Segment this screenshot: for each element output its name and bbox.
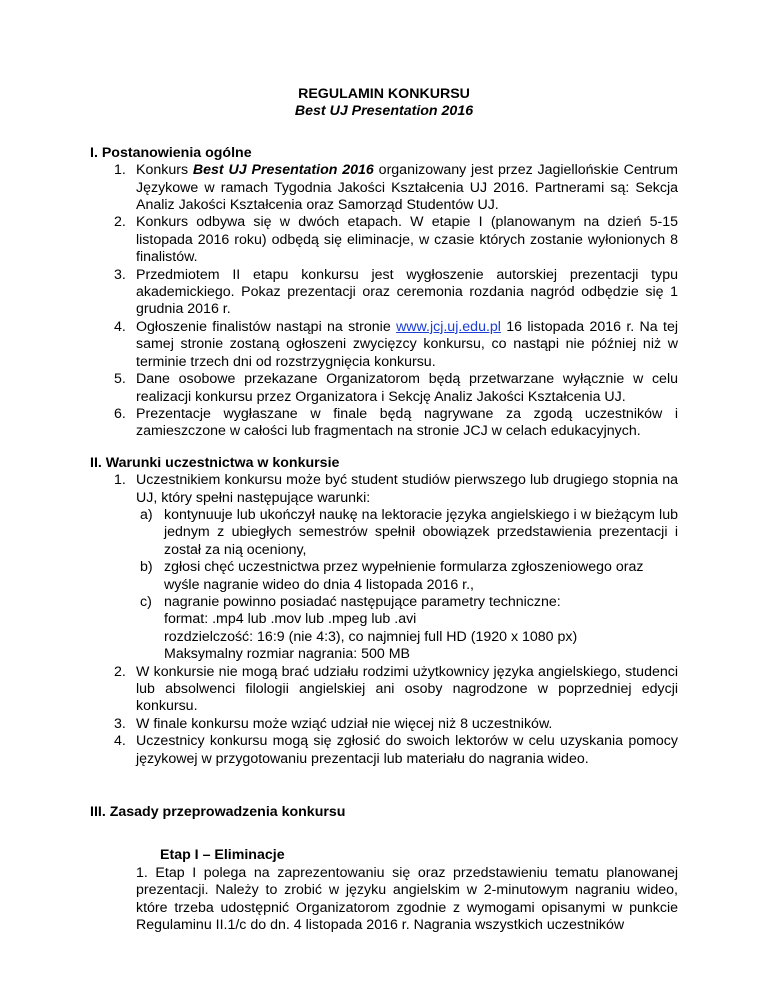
sub-item [140, 593, 678, 664]
list-item [114, 214, 678, 266]
item-text: Prezentacje wygłaszane w finale będą nagrywane za zgodą uczestników i zamieszczone w całości lub fragmentach na stronie JCJ w celach edukacyjnych. [136, 405, 678, 440]
item-text: Uczestnicy konkursu mogą się zgłosić do swoich lektorów w celu uzyskania pomocy językowej w przygotowaniu prezentacji lub materiału do nagrania wideo. [136, 733, 678, 767]
list-item [114, 162, 678, 214]
list-item [114, 715, 678, 733]
item-text: W konkursie nie mogą brać udziału rodzimi użytkownicy języka angielskiego, studenci lub absolwenci filologii angielskiej ani osoby nagrodzone w poprzedniej edycji konkursu. [136, 663, 678, 715]
section-heading-general: I. Postanowienia ogólne [90, 144, 252, 161]
section-heading-rules: III. Zasady przeprowadzenia konkursu [90, 804, 346, 821]
sub-item-letter: b) [140, 559, 153, 576]
list-item [114, 472, 678, 663]
list-item [114, 371, 678, 406]
resolution-line: rozdzielczość: 16:9 (nie 4:3), co najmniej full HD (1920 x 1080 px) [164, 628, 578, 645]
sub-item-letter: c) [140, 593, 152, 610]
stage-title: Etap I – Eliminacje [160, 847, 285, 864]
sub-item-letter: a) [140, 506, 153, 523]
item-number: 5. [114, 371, 126, 388]
participation-list [0, 472, 768, 768]
item-number: 4. [114, 733, 126, 750]
list-item [114, 405, 678, 441]
item-number: 2. [114, 214, 126, 231]
item-text: Dane osobowe przekazane Organizatorom będą przetwarzane wyłącznie w celu realizacji konkursu przez Organizatora i Sekcję Analiz Jakości Kształcenia UJ. [136, 371, 678, 405]
item-number: 4. [114, 318, 126, 335]
format-line: format: .mp4 lub .mov lub .mpeg lub .avi [164, 611, 417, 628]
item-text: W finale konkursu może wziąć udział nie więcej niż 8 uczestników. [136, 715, 553, 732]
item-text: Konkurs [136, 162, 193, 179]
website-link[interactable]: www.jcj.uj.edu.pl [396, 318, 501, 335]
sub-item-text: kontynuuje lub ukończył naukę na lektoracie języka angielskiego i w bieżącym lub jednym z ubiegłych semestrów spełnił obowiązek przedstawienia prezentacji i został za nią oceniony, [164, 506, 678, 558]
stage-text: 1. Etap I polega na zaprezentowaniu się oraz przedstawieniu tematu planowanej prezentacji. Należy to zrobić w języku angielskim w 2-minutowym nagraniu wideo, które trzeba udostępnić Organizatorom zgodnie z wymogami opisanymi w punkcie Regulaminu II.1/c do dn. 4 listopada 2016 r. Nagrania wszystkich uczestników [136, 864, 678, 934]
max-size-line: Maksymalny rozmiar nagrania: 500 MB [164, 646, 411, 663]
contest-name: Best UJ Presentation 2016 [192, 162, 374, 179]
item-text: 16 listopada 2016 r. Na tej samej stronie zostaną ogłoszeni zwycięzcy konkursu, co nastąpi nie później niż w terminie trzech dni od rozstrzygnięcia konkursu. [136, 318, 679, 370]
sub-item-text: zgłosi chęć uczestnictwa przez wypełnienie formularza zgłoszeniowego oraz [164, 559, 644, 576]
section-heading-participation: II. Warunki uczestnictwa w konkursie [90, 454, 340, 471]
item-text: Przedmiotem II etapu konkursu jest wygłoszenie autorskiej prezentacji typu akademickiego. Pokaz prezentacji oraz ceremonia rozdania nagród odbędzie się 1 grudnia 2016 r. [136, 266, 678, 318]
general-provisions-list [0, 162, 768, 441]
list-item [114, 318, 679, 371]
sub-item [140, 559, 678, 594]
item-number: 1. [114, 472, 126, 489]
list-item [114, 733, 678, 768]
item-text: Uczestnikiem konkursu może być student studiów pierwszego lub drugiego stopnia na UJ, który spełni następujące warunki: [136, 472, 678, 506]
list-item [114, 266, 678, 319]
sub-item-text: wyśle nagranie wideo do dnia 4 listopada 2016 r., [164, 576, 474, 593]
item-number: 6. [114, 405, 126, 422]
sub-item [140, 506, 678, 559]
item-text: Konkurs odbywa się w dwóch etapach. W etapie I (planowanym na dzień 5-15 listopada 2016 roku) odbędą się eliminacje, w czasie których zostanie wyłonionych 8 finalistów. [136, 214, 678, 266]
sub-item-text: nagranie powinno posiadać następujące parametry techniczne: [164, 593, 561, 610]
item-number: 3. [114, 715, 126, 732]
document-subtitle: Best UJ Presentation 2016 [294, 103, 474, 120]
list-item [114, 663, 678, 716]
item-text: organizowany jest przez Jagiellońskie Centrum Językowe w ramach Tygodnia Jakości Kształcenia UJ 2016. Partnerami są: Sekcja Analiz Jakości Kształcenia oraz Samorząd Studentów UJ. [136, 162, 678, 214]
item-number: 1. [114, 162, 126, 179]
item-number: 3. [114, 266, 126, 283]
document-title: REGULAMIN KONKURSU [298, 86, 470, 102]
item-text: Ogłoszenie finalistów nastąpi na stronie [136, 318, 397, 335]
item-number: 2. [114, 663, 126, 680]
